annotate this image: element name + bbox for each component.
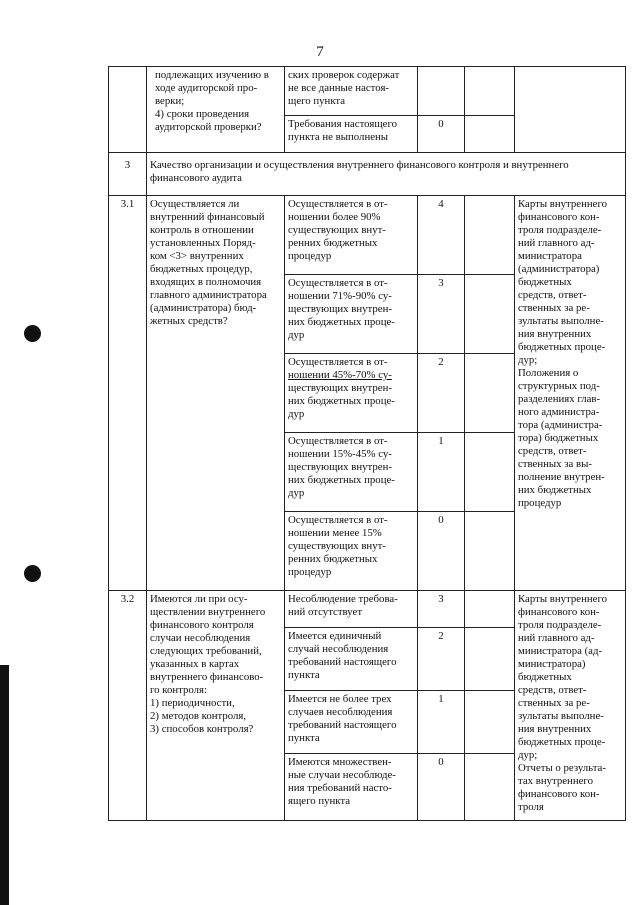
scan-edge-bar — [0, 665, 9, 905]
table-row — [109, 196, 626, 275]
section-header-row — [109, 153, 626, 196]
score-cell: 3 — [418, 591, 465, 628]
criterion-cell: Имеются множествен- ные случаи несоблюде- ния требований насто- ящего пункта — [285, 754, 418, 821]
score-cell: 0 — [418, 116, 465, 153]
criterion-cell: Несоблюдение требова- ний отсутствует — [285, 591, 418, 628]
criterion-cell: Осуществляется в от- ношении 45%-70% су- ществующих внутрен- них бюджетных проце- дур — [285, 354, 418, 433]
question-cell: подлежащих изучению в ходе аудиторской про- верки; 4) сроки проведения аудиторской проверки? — [147, 67, 285, 153]
score-cell: 1 — [418, 691, 465, 754]
score-cell — [418, 67, 465, 116]
criterion-cell: Осуществляется в от- ношении 71%-90% су- ществующих внутрен- них бюджетных проце- дур — [285, 275, 418, 354]
criteria-table — [108, 66, 626, 821]
sources-cell: Карты внутреннего финансового кон- троля подразделе- ний главного ад- министратора (администратора) бюджетных средств, ответ- ственных за ре- зультаты выполне- ния внутренних бюджетных проце- дур; Положения о структурных под- разделениях глав- ного администра- тора (администра- тора) бюджетных средств, ответ- ственных за вы- полнение внутрен- них бюджетных процедур — [515, 196, 626, 591]
criterion-cell: Осуществляется в от- ношении 15%-45% су- ществующих внутрен- них бюджетных проце- дур — [285, 433, 418, 512]
table-row — [109, 591, 626, 628]
criterion-cell: Требования настоящего пункта не выполнены — [285, 116, 418, 153]
table-row — [109, 67, 626, 116]
criterion-cell: Имеется единичный случай несоблюдения требований настоящего пункта — [285, 628, 418, 691]
question-cell: Осуществляется ли внутренний финансовый контроль в отношении установленных Поряд- ком <3> внутренних бюджетных процедур, входящих в полномочия главного администратора (администратора) бюд- жетных средств? — [147, 196, 285, 591]
score-cell: 4 — [418, 196, 465, 275]
sources-cell: Карты внутреннего финансового кон- троля подразделе- ний главного ад- министратора (ад- министратора) бюджетных средств, ответ- ственных за ре- зультаты выполне- ния внутренних бюджетных проце- дур; Отчеты о результа- тах внутреннего финансового кон- троля — [515, 591, 626, 821]
punch-hole — [24, 565, 41, 582]
score-cell: 2 — [418, 354, 465, 433]
item-number: 3.2 — [109, 591, 147, 821]
page-number: 7 — [316, 44, 324, 60]
score-cell: 0 — [418, 512, 465, 591]
score-cell: 3 — [418, 275, 465, 354]
score-cell: 1 — [418, 433, 465, 512]
criterion-cell: ских проверок содержат не все данные настоя- щего пункта — [285, 67, 418, 116]
criterion-cell: Осуществляется в от- ношении более 90% существующих внут- ренних бюджетных процедур — [285, 196, 418, 275]
criterion-cell: Имеется не более трех случаев несоблюдения требований настоящего пункта — [285, 691, 418, 754]
score-cell: 2 — [418, 628, 465, 691]
punch-hole — [24, 325, 41, 342]
item-number: 3.1 — [109, 196, 147, 591]
section-number: 3 — [109, 153, 147, 196]
score-cell: 0 — [418, 754, 465, 821]
question-cell: Имеются ли при осу- ществлении внутреннего финансового контроля случаи несоблюдения следующих требований, указанных в картах внутреннего финансово- го контроля: 1) периодичности, 2) методов контроля, 3) способов контроля? — [147, 591, 285, 821]
criterion-cell: Осуществляется в от- ношении менее 15% существующих внут- ренних бюджетных процедур — [285, 512, 418, 591]
section-title: Качество организации и осуществления внутреннего финансового контроля и внутреннего финансового аудита — [147, 153, 626, 196]
